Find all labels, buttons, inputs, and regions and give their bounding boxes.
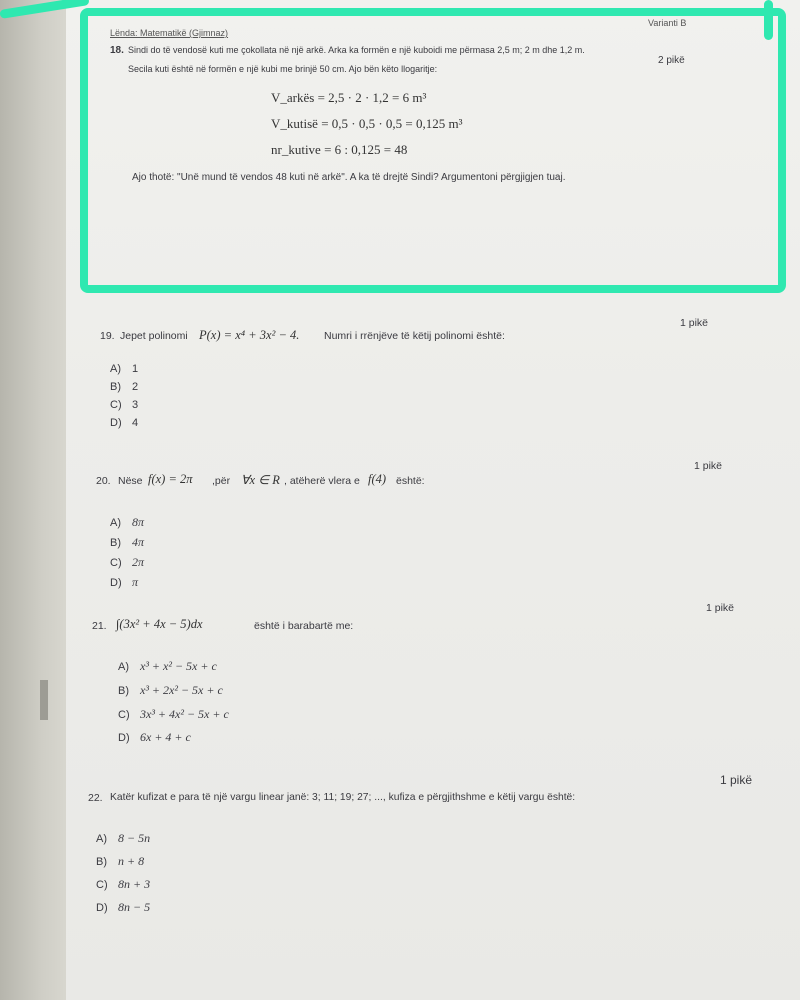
q22-number: 22. — [88, 792, 103, 804]
q21-option-b: B) x³ + 2x² − 5x + c — [118, 683, 223, 697]
q22-option-b: B) n + 8 — [96, 854, 145, 868]
q18-number: 18. — [110, 45, 124, 56]
q18-conclusion: Ajo thotë: "Unë mund të vendos 48 kuti në arkë". A ka të drejtë Sindi? Argumentoni përgjigjen tuaj. — [132, 172, 566, 183]
q20-text-a: Nëse — [118, 475, 143, 487]
q18-equation-1: V_arkës = 2,5 · 2 · 1,2 = 6 m³ — [271, 90, 427, 105]
q20-option-c: C) 2π — [110, 555, 145, 569]
q21-points: 1 pikë — [706, 602, 735, 614]
q18-line1: Sindi do të vendosë kuti me çokollata në një arkë. Arka ka formën e një kuboidi me përmasa 2,5 m; 2 m dhe 1,2 m. — [128, 45, 585, 55]
q21-math: ∫(3x² + 4x − 5)dx — [116, 617, 203, 631]
q22-text: Katër kufizat e para të një vargu linear janë: 3; 11; 19; 27; ..., kufiza e përgjithshme e këtij vargu është: — [110, 792, 576, 803]
q20-text-d: është: — [396, 475, 425, 487]
subject-label: Lënda: Matematikë (Gjimnaz) — [110, 28, 229, 38]
q21-text: është i barabartë me: — [254, 620, 354, 632]
q19-option-c: C) 3 — [110, 399, 139, 411]
q20-math-a: f(x) = 2π — [148, 472, 193, 486]
q22-option-d: D) 8n − 5 — [96, 900, 151, 914]
binder-clip — [40, 680, 48, 720]
q20-text-c: , atëherë vlera e — [284, 475, 360, 487]
q21-number: 21. — [92, 620, 107, 632]
q18-equation-3: nr_kutive = 6 : 0,125 = 48 — [271, 142, 408, 157]
q20-text-b: ,për — [212, 475, 231, 487]
q19-option-d: D) 4 — [110, 417, 139, 429]
q19-option-b: B) 2 — [110, 381, 139, 393]
marker-stroke-right — [764, 0, 773, 40]
q22-option-a: A) 8 − 5n — [96, 831, 151, 845]
q19-number: 19. — [100, 330, 115, 342]
q22-option-c: C) 8n + 3 — [96, 877, 151, 891]
q20-option-d: D) π — [110, 575, 139, 589]
q19-text-a: Jepet polinomi — [120, 330, 188, 342]
q19-math: P(x) = x⁴ + 3x² − 4. — [199, 328, 300, 342]
q19-points: 1 pikë — [680, 317, 709, 329]
q21-option-d: D) 6x + 4 + c — [118, 730, 191, 744]
q20-points: 1 pikë — [694, 460, 723, 472]
q18-line2: Secila kuti është në formën e një kubi me brinjë 50 cm. Ajo bën këto llogaritje: — [128, 64, 438, 74]
q20-option-a: A) 8π — [110, 515, 145, 529]
left-page-edge — [0, 0, 70, 1000]
q20-option-b: B) 4π — [110, 535, 145, 549]
marker-highlight-box — [80, 8, 786, 293]
q20-math-b: ∀x ∈ R — [241, 473, 280, 487]
q20-number: 20. — [96, 475, 111, 487]
q22-points: 1 pikë — [720, 773, 753, 787]
q18-points: 2 pikë — [658, 55, 685, 66]
q21-option-a: A) x³ + x² − 5x + c — [118, 659, 217, 673]
q19-option-a: A) 1 — [110, 363, 139, 375]
q19-text-b: Numri i rrënjëve të këtij polinomi është: — [324, 330, 505, 342]
q21-option-c: C) 3x³ + 4x² − 5x + c — [118, 707, 229, 721]
variant-label: Varianti B — [648, 18, 687, 28]
q18-equation-2: V_kutisë = 0,5 · 0,5 · 0,5 = 0,125 m³ — [271, 116, 463, 131]
q20-math-c: f(4) — [368, 472, 387, 486]
